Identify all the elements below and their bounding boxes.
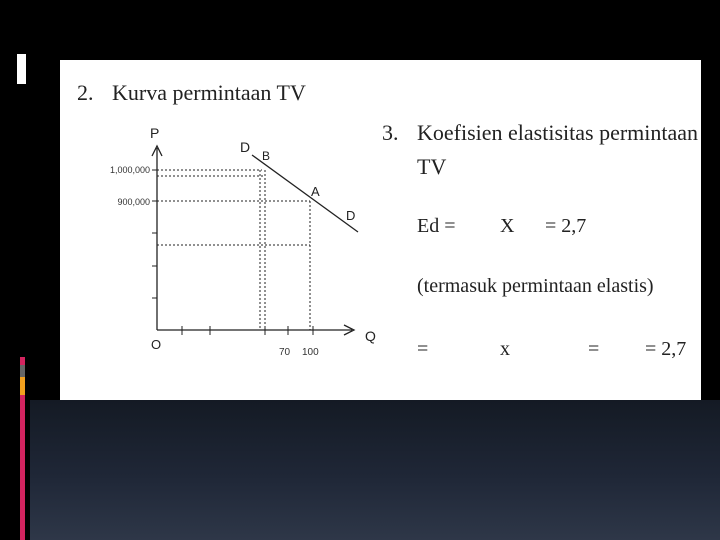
corner-marker xyxy=(17,54,26,84)
heading-elasticity-line2: TV xyxy=(417,154,447,179)
point-a: A xyxy=(311,184,320,199)
demand-line xyxy=(252,155,358,232)
y-tick-1000000: 1,000,000 xyxy=(109,165,150,175)
y-tick-900000: 900,000 xyxy=(117,197,150,207)
bottom-gradient xyxy=(30,400,720,540)
formula2-eq2: = xyxy=(588,338,600,360)
heading-number: 3. xyxy=(382,120,399,145)
accent-bar-pink xyxy=(20,357,25,365)
x-tick-70: 70 xyxy=(279,347,291,358)
formula2-eq1: = xyxy=(417,338,429,360)
formula1-lhs: Ed = xyxy=(417,215,456,237)
demand-curve-graph xyxy=(60,60,420,400)
heading-number: 2. xyxy=(77,80,94,105)
elasticity-note: (termasuk permintaan elastis) xyxy=(417,275,654,297)
origin-label: O xyxy=(151,337,162,352)
point-b: B xyxy=(262,149,271,163)
formula2-result: = 2,7 xyxy=(645,338,687,360)
point-d-end: D xyxy=(346,208,356,223)
formula2-x: x xyxy=(500,338,510,360)
p-axis-label: P xyxy=(150,125,160,141)
point-d-top: D xyxy=(240,139,251,155)
accent-bar-orange xyxy=(20,377,25,395)
accent-bar-pink-long xyxy=(20,395,25,540)
heading-title: Kurva permintaan TV xyxy=(112,80,306,105)
accent-bar-gray xyxy=(20,365,25,377)
slide-image xyxy=(60,60,701,400)
formula1-rhs: = 2,7 xyxy=(545,215,587,237)
heading-title: Koefisien elastisitas permintaan xyxy=(417,120,699,145)
top-strip xyxy=(30,0,720,60)
x-tick-100: 100 xyxy=(302,347,319,358)
heading-elasticity xyxy=(382,120,698,146)
q-axis-label: Q xyxy=(365,328,376,344)
formula1-mid: X xyxy=(500,215,515,237)
